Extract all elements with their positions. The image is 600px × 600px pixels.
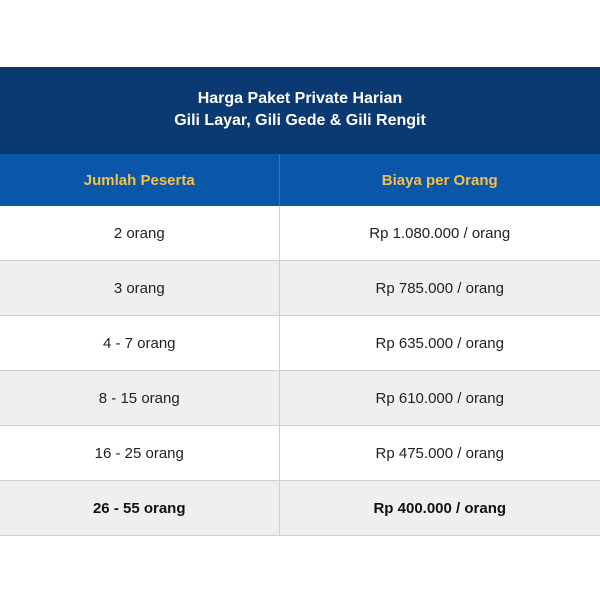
- participants-cell: 4 - 7 orang: [0, 316, 279, 371]
- participants-cell: 2 orang: [0, 206, 279, 261]
- table-row: [0, 206, 600, 261]
- table-row: [0, 316, 600, 371]
- table-title-line-2: Gili Layar, Gili Gede & Gili Rengit: [174, 112, 426, 129]
- price-cell: Rp 400.000 / orang: [279, 481, 600, 536]
- table-header-row: [0, 154, 600, 207]
- table-row: [0, 426, 600, 481]
- table-title: [0, 67, 600, 154]
- table-row: [0, 371, 600, 426]
- participants-cell: 3 orang: [0, 261, 279, 316]
- column-header-price: Biaya per Orang: [279, 154, 600, 207]
- table-title-row: [0, 67, 600, 154]
- column-header-participants: Jumlah Peserta: [0, 154, 279, 207]
- participants-cell: 16 - 25 orang: [0, 426, 279, 481]
- table-row: [0, 261, 600, 316]
- price-cell: Rp 785.000 / orang: [279, 261, 600, 316]
- price-table: [0, 67, 600, 536]
- price-cell: Rp 475.000 / orang: [279, 426, 600, 481]
- participants-cell: 26 - 55 orang: [0, 481, 279, 536]
- price-cell: Rp 635.000 / orang: [279, 316, 600, 371]
- price-cell: Rp 610.000 / orang: [279, 371, 600, 426]
- price-cell: Rp 1.080.000 / orang: [279, 206, 600, 261]
- table-title-line-1: Harga Paket Private Harian: [197, 90, 403, 107]
- participants-cell: 8 - 15 orang: [0, 371, 279, 426]
- table-row: [0, 481, 600, 536]
